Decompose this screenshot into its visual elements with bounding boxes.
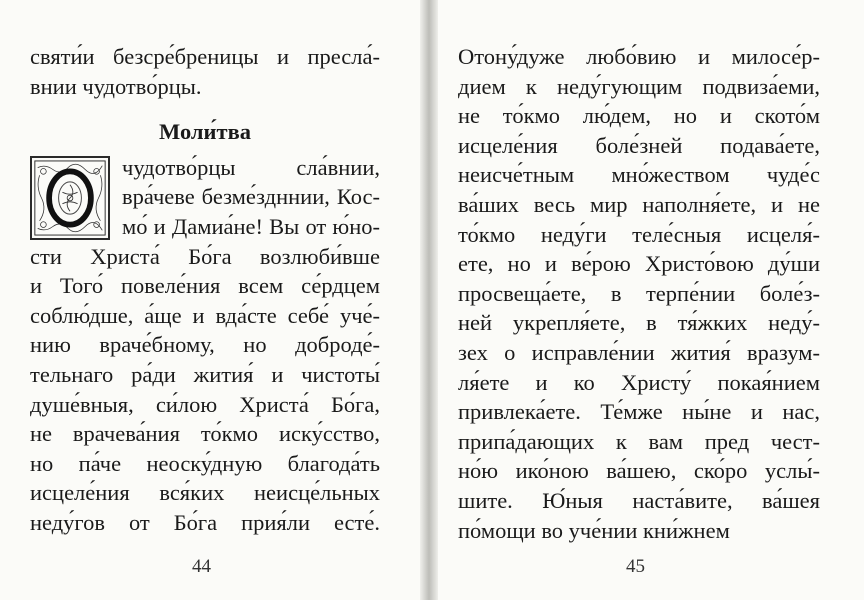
right-page <box>438 0 864 600</box>
text-line: нию враче́бному, но доброде́- <box>30 332 380 358</box>
ornament-o-icon <box>32 158 108 238</box>
text-line: не то́кмо лю́дем, но и ското́м <box>458 103 820 129</box>
text-line: сти Христа́ Бо́га возлюби́вше <box>30 243 380 269</box>
right-page-text <box>458 42 820 545</box>
text-line: ней укрепля́ете, в тя́жких неду́- <box>458 310 820 336</box>
text-line: исцеле́ния боле́зней подава́ете, <box>458 132 820 158</box>
text-line: душе́вныя, си́лою Христа́ Бо́га, <box>30 391 380 417</box>
dropcap-paragraph <box>30 153 380 242</box>
text-line: припа́дающих к вам пред чест- <box>458 428 820 454</box>
text-line: привлека́ете. Те́мже ны́не и нас, <box>458 399 820 425</box>
text-line: но́ю ико́ною ва́шею, ско́ро услы́- <box>458 458 820 484</box>
text-line: просвеща́ете, в терпе́нии боле́з- <box>458 280 820 306</box>
text-line: но па́че неоску́дную благода́ть <box>30 450 380 476</box>
text-line: шите. Ю́ныя наста́вите, ва́шея <box>458 487 820 513</box>
page-number: 44 <box>192 556 211 577</box>
text-line: и Того́ повеле́ния всем се́рдцем <box>30 273 380 299</box>
text-line: вра́чеве безме́здннии, Кос- <box>122 184 380 210</box>
text-line: внии чудотво́рцы. <box>30 73 202 99</box>
book-gutter <box>420 0 438 600</box>
page-number: 45 <box>626 556 645 577</box>
text-line: ва́ших весь мир наполня́ете, и не <box>458 191 820 217</box>
text-line: неду́гов от Бо́га прия́ли есте́. <box>30 509 380 535</box>
text-line: исцеле́ния вся́ких неисце́льных <box>30 480 380 506</box>
text-line: по́мощи во уче́нии кни́жнем <box>458 517 730 543</box>
text-line: святи́и безсре́бреницы и пресла́- <box>30 44 380 69</box>
text-line: зех о исправле́нии жития́ вразум- <box>458 339 820 365</box>
text-line: чудотво́рцы сла́внии, <box>122 154 380 180</box>
left-page-text <box>30 42 380 538</box>
text-line: мо́ и Дамиа́не! Вы от ю́но- <box>122 213 380 239</box>
text-line: то́кмо неду́ги теле́сныя исцеля́- <box>458 221 820 247</box>
text-line: Отону́дуже любо́вию и милосе́р- <box>458 44 820 69</box>
ornamental-dropcap <box>30 156 110 240</box>
text-line: дием к неду́гующим подвиза́еми, <box>458 73 820 99</box>
text-line: тельнаго ра́ди жития́ и чистоты́ <box>30 361 380 387</box>
text-line: ля́ете и ко Христу́ покая́нием <box>458 369 820 395</box>
text-line: не врачева́ния то́кмо иску́сство, <box>30 421 380 447</box>
text-line: соблю́дше, а́ще и вда́сте себе́ уче́- <box>30 302 380 328</box>
prayer-heading: Моли́тва <box>159 119 251 145</box>
left-page <box>0 0 420 600</box>
text-line: ете, но и ве́рою Христо́вою ду́ши <box>458 251 820 277</box>
text-line: неисче́тным мно́жеством чуде́с <box>458 162 820 188</box>
